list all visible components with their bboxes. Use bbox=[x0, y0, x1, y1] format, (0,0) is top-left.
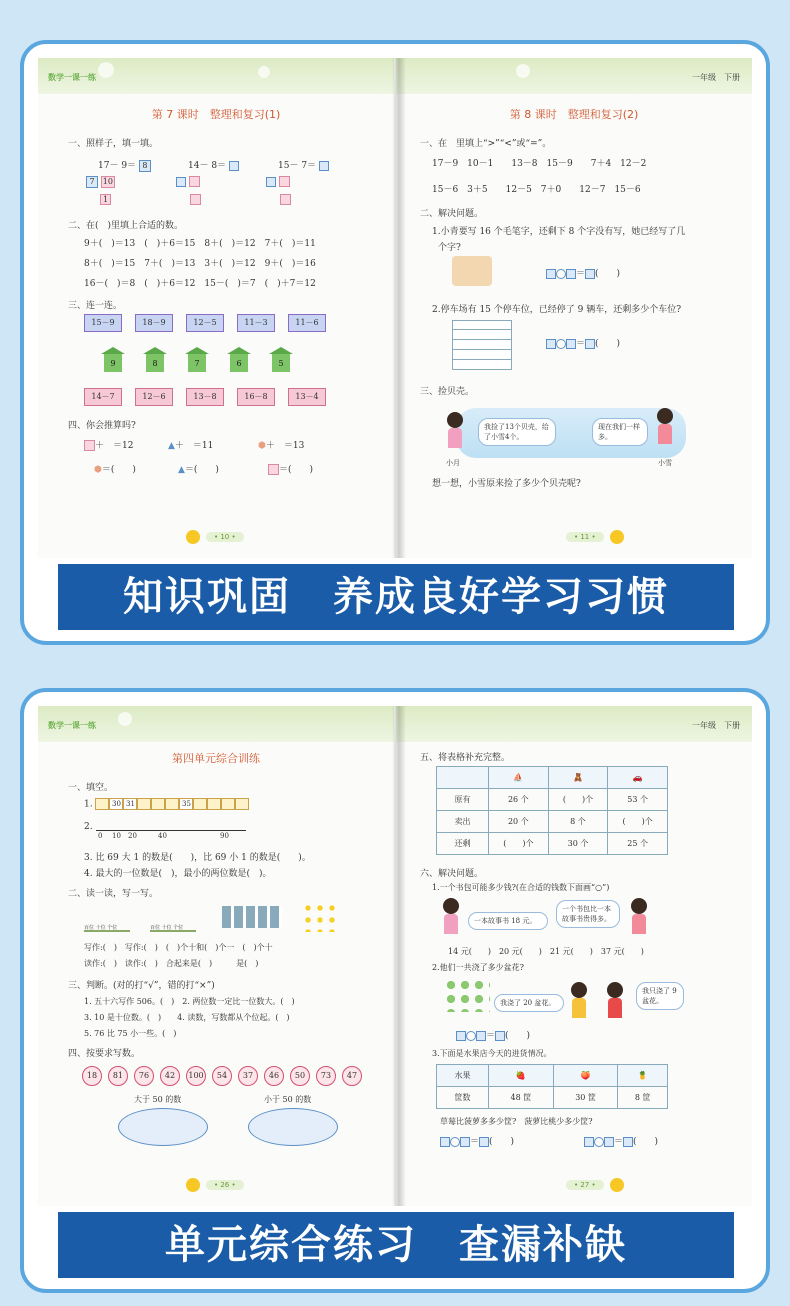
speech-bubble: 我只浇了 9 盆花。 bbox=[636, 982, 684, 1010]
number-line-label: 20 bbox=[128, 832, 137, 840]
flowers-illustration bbox=[302, 902, 338, 932]
table-cell: 30 个 bbox=[548, 833, 608, 855]
speech-bubble: 现在我们一样多。 bbox=[592, 418, 648, 446]
question: 3. 比 69 大 1 的数是( )，比 69 小 1 的数是( )。 bbox=[84, 853, 311, 863]
promo-panel-1 bbox=[20, 40, 770, 645]
table-cell: 卖出 bbox=[437, 811, 489, 833]
read-row: 读作:( ) 读作:( ) 合起来是( ) 是( ) bbox=[84, 959, 259, 968]
open-book bbox=[38, 58, 752, 558]
answer-line: ＝ ( ) bbox=[584, 1134, 658, 1147]
envelope[interactable]: 12－5 bbox=[186, 314, 224, 332]
price-options: 14 元( ) 20 元( ) 21 元( ) 37 元( ) bbox=[448, 947, 644, 956]
envelope[interactable]: 12－6 bbox=[135, 388, 173, 406]
grade-tag: 一年级 下册 bbox=[692, 721, 740, 730]
right-page bbox=[396, 706, 752, 1206]
example-c bbox=[278, 158, 329, 171]
one-box bbox=[190, 194, 201, 205]
equation-row: 8＋( )＝15 7＋( )＝13 3＋( )＝12 9＋( )＝16 bbox=[84, 259, 316, 269]
table-cell: 还剩 bbox=[437, 833, 489, 855]
question: 4. 最大的一位数是( )，最小的两位数是( )。 bbox=[84, 869, 272, 879]
expression: 17－ 9＝ bbox=[98, 161, 137, 171]
number-line-label: 90 bbox=[220, 832, 229, 840]
girl-illustration bbox=[440, 898, 462, 938]
answer-paren: ＝( ) bbox=[184, 465, 219, 475]
number-strip-cells bbox=[95, 798, 249, 810]
girl-xiaoyue bbox=[444, 412, 466, 452]
split-boxes bbox=[266, 176, 290, 187]
number-tag[interactable]: 50 bbox=[290, 1066, 310, 1086]
expression: 14－ 8＝ bbox=[188, 161, 227, 171]
question: 3.下面是水果店今天的进货情况。 bbox=[432, 1049, 552, 1058]
table-cell: 30 筐 bbox=[553, 1087, 618, 1109]
compare-row: 15－6 3＋5 12－5 7＋0 12－7 15－6 bbox=[432, 185, 641, 195]
speech-bubble: 我浇了 20 盆花。 bbox=[494, 994, 564, 1012]
abacus-label: 百位 十位 个位 bbox=[150, 925, 184, 931]
section-heading: 一、填空。 bbox=[68, 783, 114, 793]
answer-box[interactable] bbox=[229, 161, 239, 171]
stock-table bbox=[436, 766, 668, 855]
item-label: 2. bbox=[84, 822, 93, 832]
table-cell: 25 个 bbox=[608, 833, 668, 855]
open-book bbox=[38, 706, 752, 1206]
equation-row: 16－( )＝8 ( )＋6＝12 15－( )＝7 ( )＋7＝12 bbox=[84, 279, 316, 289]
unit-paren: ( ) bbox=[595, 339, 621, 349]
section-heading: 二、解决问题。 bbox=[420, 209, 484, 219]
number-line-label: 0 bbox=[98, 832, 103, 840]
house[interactable]: 8 bbox=[146, 354, 164, 372]
section-heading: 四、按要求写数。 bbox=[68, 1049, 141, 1059]
deduce-ans bbox=[94, 462, 136, 475]
eq-text: ＋ ＝13 bbox=[265, 441, 305, 451]
table-cell[interactable]: ( )个 bbox=[489, 833, 549, 855]
number-line-label: 40 bbox=[158, 832, 167, 840]
number-line bbox=[84, 822, 93, 832]
number-tag[interactable]: 42 bbox=[160, 1066, 180, 1086]
section-heading: 三、捡贝壳。 bbox=[420, 387, 475, 397]
example-b bbox=[188, 158, 239, 171]
write-row: 写作:( ) 写作:( ) ( )个十和( )个一 ( )个十 bbox=[84, 943, 273, 952]
table-cell: 26 个 bbox=[489, 789, 549, 811]
promo-banner: 知识巩固 养成良好学习习惯 bbox=[58, 564, 734, 630]
answer-line: ＝ ( ) bbox=[546, 336, 620, 349]
section-heading: 三、判断。(对的打“√”，错的打“×”) bbox=[68, 981, 215, 991]
lesson-title: 第四单元综合训练 bbox=[172, 752, 260, 765]
pineapple-icon: 🍍 bbox=[618, 1065, 668, 1087]
strip-cell[interactable] bbox=[221, 798, 235, 810]
split-boxes bbox=[86, 176, 115, 188]
one-box bbox=[100, 194, 111, 205]
number-tag[interactable]: 81 bbox=[108, 1066, 128, 1086]
teddy-bear-icon: 🧸 bbox=[548, 767, 608, 789]
section-heading: 五、将表格补充完整。 bbox=[420, 753, 511, 763]
page-number: • 27 • bbox=[566, 1180, 604, 1190]
judge-row: 1. 五十六写作 506。( ) 2. 两位数一定比一位数大。( ) bbox=[84, 997, 295, 1006]
section-heading: 三、连一连。 bbox=[68, 301, 123, 311]
table-cell[interactable]: ( )个 bbox=[548, 789, 608, 811]
number-tag[interactable]: 47 bbox=[342, 1066, 362, 1086]
chick-icon bbox=[610, 1178, 624, 1192]
strip-cell[interactable] bbox=[207, 798, 221, 810]
table-cell: 水果 bbox=[437, 1065, 489, 1087]
page-number: • 11 • bbox=[566, 532, 604, 542]
judge-row: 5. 76 比 75 小一些。( ) bbox=[84, 1029, 177, 1038]
answer-box: 8 bbox=[139, 160, 151, 172]
table-cell: 原有 bbox=[437, 789, 489, 811]
boy-illustration bbox=[604, 982, 626, 1022]
answer-oval[interactable] bbox=[118, 1108, 208, 1146]
number-line-axis bbox=[96, 830, 246, 831]
lesson-title: 第 8 课时 整理和复习(2) bbox=[509, 108, 639, 121]
abacus-label: 百位 十位 个位 bbox=[84, 925, 118, 931]
house[interactable]: 9 bbox=[104, 354, 122, 372]
split-box: 1 bbox=[100, 194, 111, 205]
chick-icon bbox=[186, 530, 200, 544]
hexagon-icon: ⬢ bbox=[258, 441, 266, 451]
table-cell: 8 筐 bbox=[618, 1087, 668, 1109]
eq-text: ＋ ＝12 bbox=[95, 441, 134, 451]
left-page bbox=[38, 58, 394, 558]
table-cell: 筐数 bbox=[437, 1087, 489, 1109]
judge-row: 3. 10 是十位数。( ) 4. 读数，写数都从个位起。( ) bbox=[84, 1013, 290, 1022]
house[interactable]: 7 bbox=[188, 354, 206, 372]
strip-cell[interactable] bbox=[137, 798, 151, 810]
question: 2.他们一共浇了多少盆花? bbox=[432, 963, 524, 972]
table-corner bbox=[437, 767, 489, 789]
name-label: 小月 bbox=[446, 459, 460, 467]
girl-xiaoxue bbox=[654, 408, 676, 448]
table-cell: 20 个 bbox=[489, 811, 549, 833]
girl-writing-illustration bbox=[452, 256, 492, 286]
promo-banner: 单元综合练习 查漏补缺 bbox=[58, 1212, 734, 1278]
table-cell: 53 个 bbox=[608, 789, 668, 811]
strip-cell: 31 bbox=[123, 798, 137, 810]
envelope[interactable]: 18－9 bbox=[135, 314, 173, 332]
strip-cell[interactable] bbox=[95, 798, 109, 810]
question: 想一想，小雪原来捡了多少个贝壳呢? bbox=[432, 479, 581, 489]
number-tag[interactable]: 73 bbox=[316, 1066, 336, 1086]
question: 1.小青要写 16 个毛笔字，还剩下 8 个字没有写，她已经写了几 bbox=[432, 227, 686, 237]
answer-line: ＝ ( ) bbox=[546, 266, 620, 279]
envelope[interactable]: 13－8 bbox=[186, 388, 224, 406]
compare-row: 17－9 10－1 13－8 15－9 7＋4 12－2 bbox=[432, 159, 647, 169]
split-box: 7 bbox=[86, 176, 98, 188]
table-cell: 48 筐 bbox=[489, 1087, 554, 1109]
section-heading: 四、你会推算吗? bbox=[68, 421, 136, 431]
speech-bubble: 一本故事书 18 元。 bbox=[468, 912, 548, 930]
question: 1.一个书包可能多少钱?(在合适的钱数下面画“○”) bbox=[432, 883, 610, 892]
expression: 15－ 7＝ bbox=[278, 161, 317, 171]
number-tag[interactable]: 18 bbox=[82, 1066, 102, 1086]
number-tag[interactable]: 37 bbox=[238, 1066, 258, 1086]
oval-label: 小于 50 的数 bbox=[264, 1095, 312, 1104]
answer-box[interactable] bbox=[319, 161, 329, 171]
page-number: • 10 • bbox=[206, 532, 244, 542]
right-page bbox=[396, 58, 752, 558]
promo-panel-2 bbox=[20, 688, 770, 1293]
answer-line: ＝ ( ) bbox=[456, 1028, 530, 1041]
deduce-eq bbox=[258, 438, 304, 451]
split-box: 10 bbox=[102, 177, 113, 186]
book-spine bbox=[392, 58, 406, 558]
unit-paren: ( ) bbox=[595, 269, 621, 279]
equation-row: 9＋( )＝13 ( )＋6＝15 8＋( )＝12 7＋( )＝11 bbox=[84, 239, 316, 249]
answer-line: ＝ ( ) bbox=[440, 1134, 514, 1147]
series-tag: 数学一课一练 bbox=[48, 73, 96, 82]
strip-cell[interactable] bbox=[165, 798, 179, 810]
triangle-icon: ▲ bbox=[178, 465, 185, 475]
deduce-eq bbox=[168, 438, 213, 451]
girl-illustration bbox=[568, 982, 590, 1022]
section-heading: 二、读一读，写一写。 bbox=[68, 889, 159, 899]
envelope[interactable]: 11－6 bbox=[288, 314, 326, 332]
example-a bbox=[98, 158, 151, 172]
parking-lot-illustration bbox=[452, 320, 512, 370]
table-cell: 8 个 bbox=[548, 811, 608, 833]
answer-paren: ＝( ) bbox=[101, 465, 136, 475]
grade-tag: 一年级 下册 bbox=[692, 73, 740, 82]
flower-pots-illustration bbox=[444, 978, 490, 1012]
envelope[interactable]: 13－4 bbox=[288, 388, 326, 406]
question: 草莓比菠萝多多少筐? 菠萝比桃少多少筐? bbox=[440, 1117, 593, 1126]
unit-paren: ( ) bbox=[489, 1137, 515, 1147]
speech-bubble: 我捡了13个贝壳，给了小雪4个。 bbox=[478, 418, 556, 446]
page-number: • 26 • bbox=[206, 1180, 244, 1190]
deduce-eq bbox=[84, 438, 133, 451]
series-tag: 数学一课一练 bbox=[48, 721, 96, 730]
girl-illustration bbox=[628, 898, 650, 938]
deduce-ans bbox=[178, 462, 219, 475]
triangle-icon: ▲ bbox=[168, 441, 175, 451]
unit-paren: ( ) bbox=[505, 1031, 531, 1041]
envelope[interactable]: 15－9 bbox=[84, 314, 122, 332]
question: 个字? bbox=[438, 243, 461, 253]
split-boxes bbox=[176, 176, 200, 187]
envelope[interactable]: 14－7 bbox=[84, 388, 122, 406]
section-heading: 二、在( )里填上合适的数。 bbox=[68, 221, 184, 231]
unit-paren: ( ) bbox=[633, 1137, 659, 1147]
number-tag[interactable]: 100 bbox=[186, 1066, 206, 1086]
toy-car-icon: 🚗 bbox=[608, 767, 668, 789]
strip-cell[interactable] bbox=[151, 798, 165, 810]
stick-bundles-illustration bbox=[222, 906, 282, 928]
section-heading: 一、照样子，填一填。 bbox=[68, 139, 159, 149]
ship-icon: ⛵ bbox=[489, 767, 549, 789]
one-box bbox=[280, 194, 291, 205]
speech-bubble: 一个书包比一本故事书贵得多。 bbox=[556, 900, 620, 928]
lesson-title: 第 7 课时 整理和复习(1) bbox=[151, 108, 281, 121]
eq-text: ＋ ＝11 bbox=[174, 441, 214, 451]
section-heading: 一、在 里填上“>”“<”或“=”。 bbox=[420, 139, 552, 149]
envelope[interactable]: 16－8 bbox=[237, 388, 275, 406]
answer-paren: ＝( ) bbox=[279, 465, 314, 475]
name-label: 小雪 bbox=[658, 459, 672, 467]
strawberry-icon: 🍓 bbox=[489, 1065, 554, 1087]
abacus-illustration bbox=[150, 902, 196, 932]
number-tag[interactable]: 76 bbox=[134, 1066, 154, 1086]
hexagon-icon: ⬢ bbox=[94, 465, 102, 475]
answer-oval[interactable] bbox=[248, 1108, 338, 1146]
table-cell[interactable]: ( )个 bbox=[608, 811, 668, 833]
left-page bbox=[38, 706, 394, 1206]
strip-cell: 35 bbox=[179, 798, 193, 810]
number-strip bbox=[84, 798, 249, 810]
chick-icon bbox=[610, 530, 624, 544]
abacus-illustration bbox=[84, 902, 130, 932]
square-icon bbox=[84, 440, 95, 451]
strip-cell[interactable] bbox=[193, 798, 207, 810]
number-tag[interactable]: 54 bbox=[212, 1066, 232, 1086]
oval-label: 大于 50 的数 bbox=[134, 1095, 182, 1104]
strip-cell: 30 bbox=[109, 798, 123, 810]
item-label: 1. bbox=[84, 799, 93, 810]
envelope[interactable]: 11－3 bbox=[237, 314, 275, 332]
deduce-ans bbox=[268, 462, 313, 475]
house[interactable]: 6 bbox=[230, 354, 248, 372]
peach-icon: 🍑 bbox=[553, 1065, 618, 1087]
number-tag[interactable]: 46 bbox=[264, 1066, 284, 1086]
book-spine bbox=[392, 706, 406, 1206]
section-heading: 六、解决问题。 bbox=[420, 869, 484, 879]
number-line-label: 10 bbox=[112, 832, 121, 840]
chick-icon bbox=[186, 1178, 200, 1192]
fruit-table bbox=[436, 1064, 668, 1109]
house[interactable]: 5 bbox=[272, 354, 290, 372]
square-icon bbox=[268, 464, 279, 475]
question: 2.停车场有 15 个停车位，已经停了 9 辆车，还剩多少个车位? bbox=[432, 305, 682, 315]
strip-cell[interactable] bbox=[235, 798, 249, 810]
